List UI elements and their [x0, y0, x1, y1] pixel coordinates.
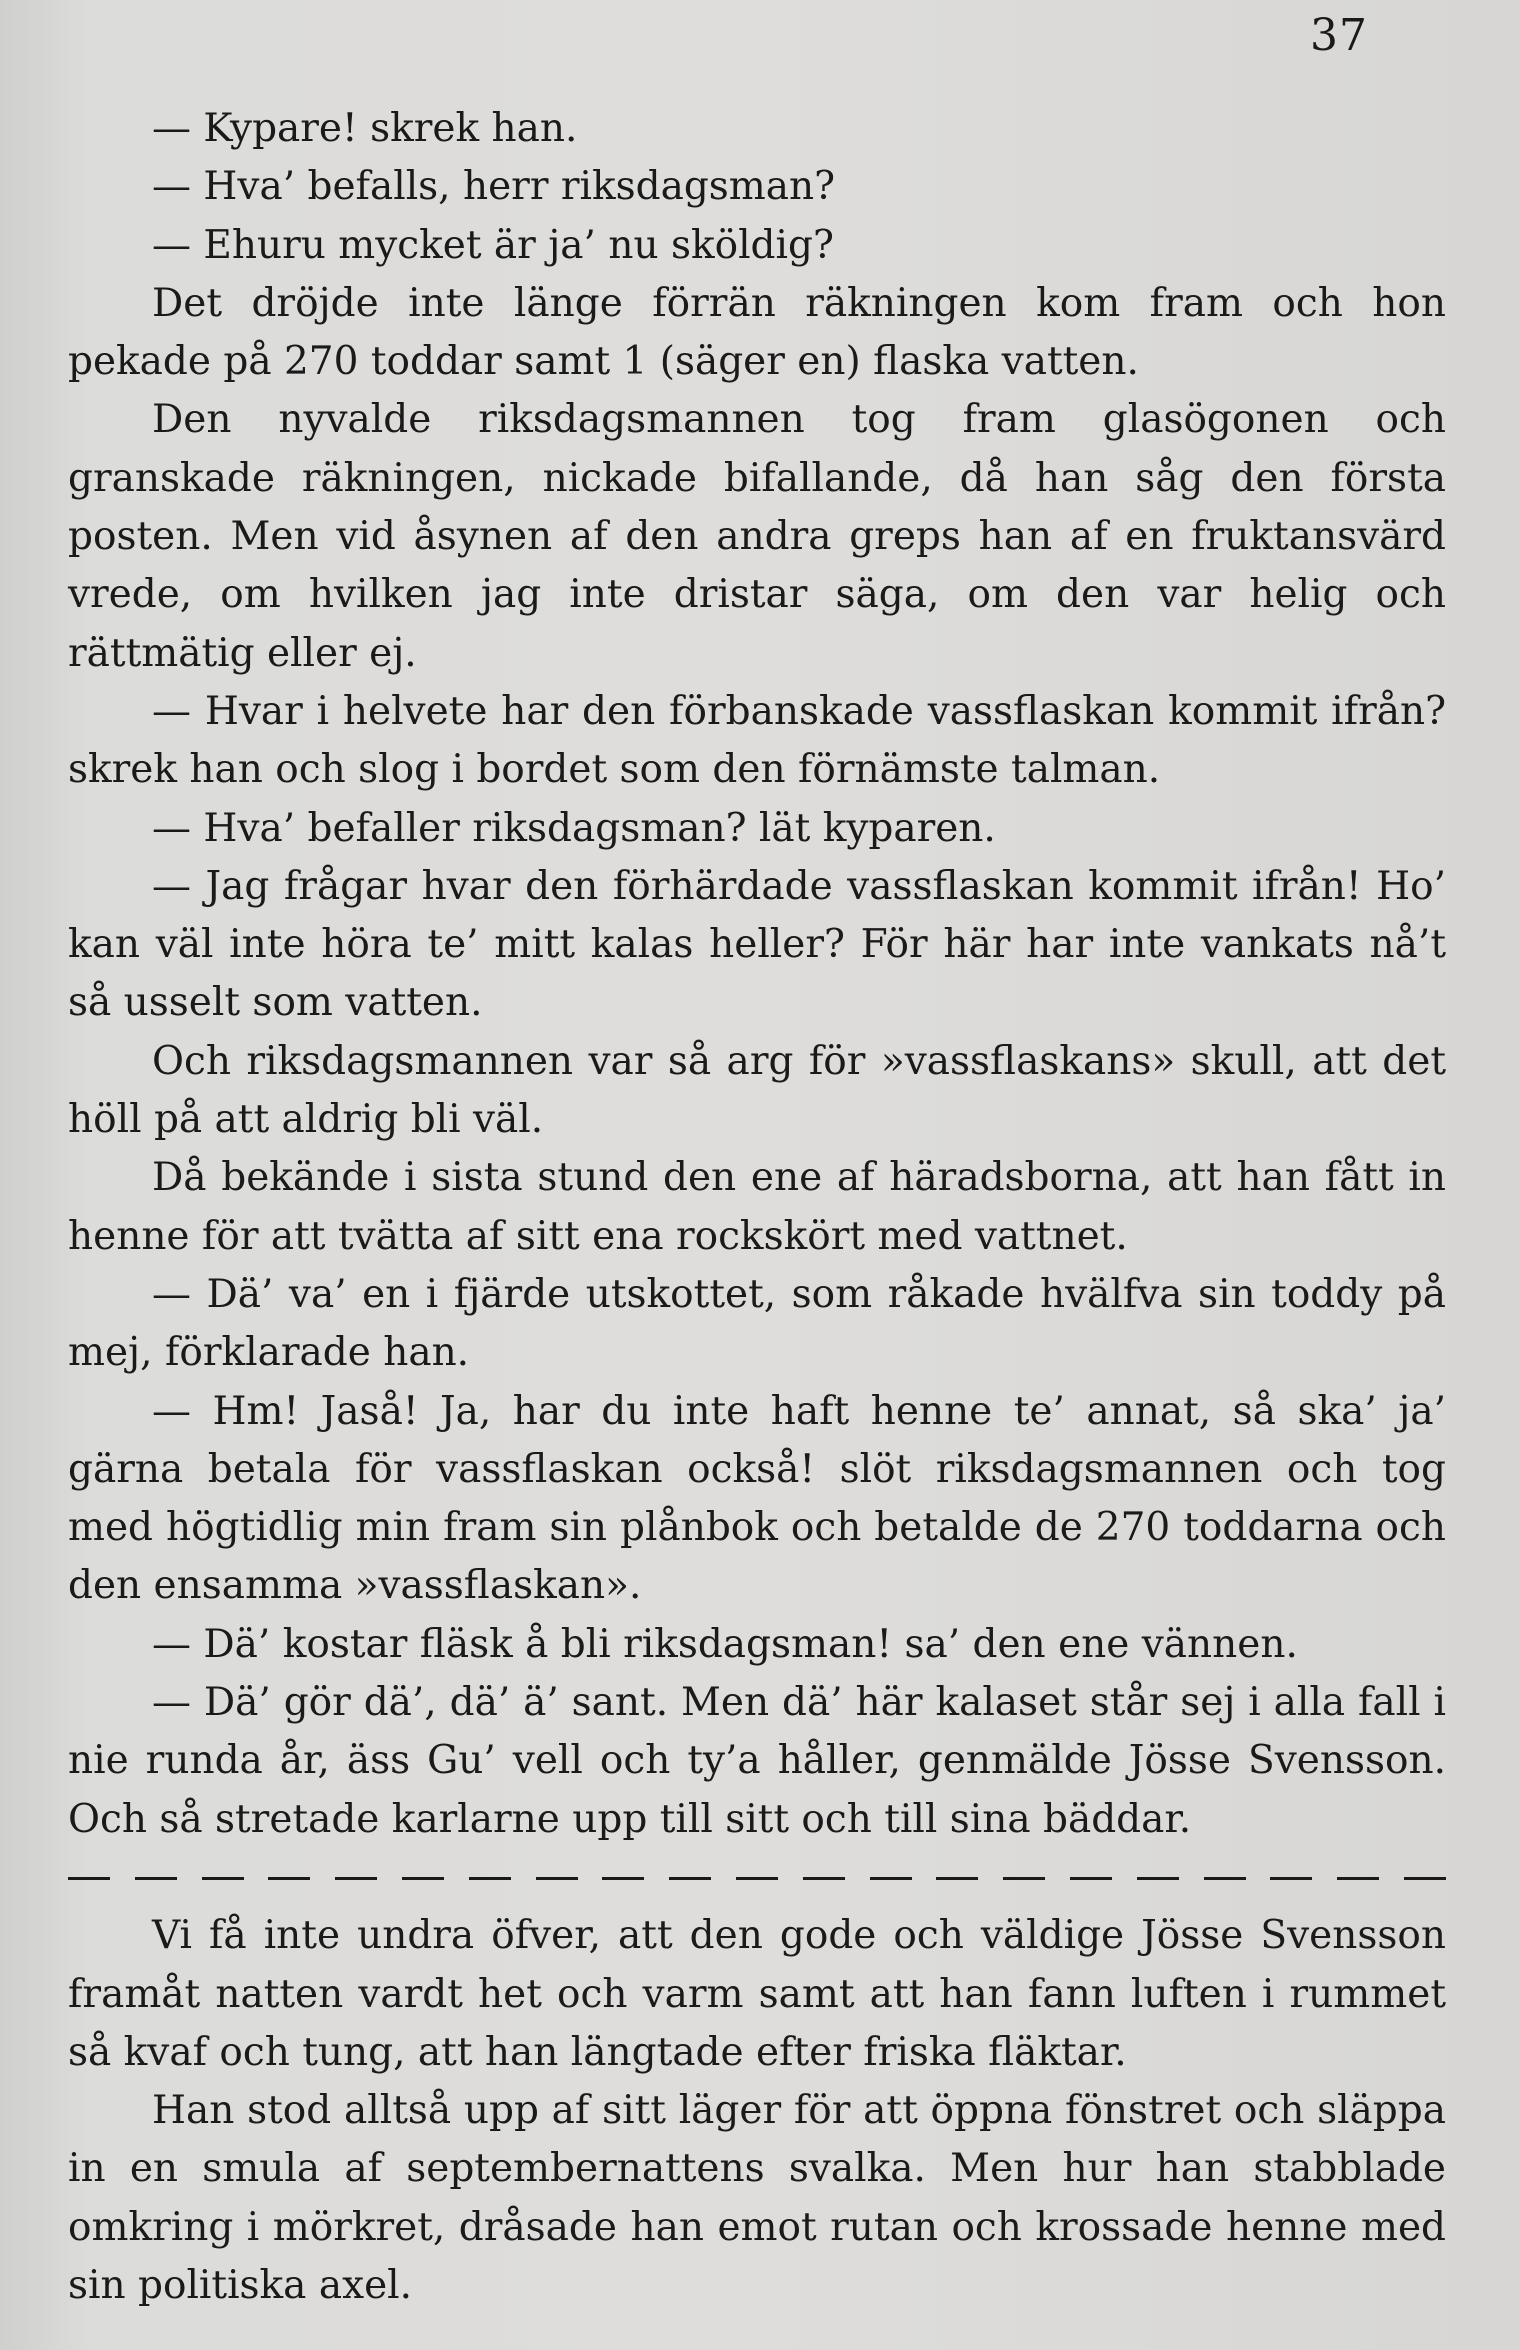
divider-dash	[736, 1877, 778, 1880]
paragraph: — Hva’ befaller riksdagsman? lät kyparen.	[152, 805, 996, 851]
divider-dash	[335, 1877, 377, 1880]
paragraph: — Dä’ va’ en i fjärde utskottet, som råkade hvälfva sin toddy på mej, förklarade han.	[68, 1271, 1446, 1376]
paragraph: — Kypare! skrek han.	[152, 106, 578, 151]
paragraph: Han stod alltså upp af sitt läger för att öppna fönstret och släppa in en smula af septembernattens svalka. Men hur han stabblade omkring i mörkret, dråsade han emot rutan och krossade henne med sin politiska axel.	[68, 2088, 1446, 2308]
paragraph: Det dröjde inte länge förrän räkningen kom fram och hon pekade på 270 toddar samt 1 (säger en) flaska vatten.	[68, 280, 1446, 385]
divider-dash	[870, 1877, 912, 1880]
divider-dash	[135, 1877, 177, 1880]
paragraph: — Jag frågar hvar den förhärdade vassflaskan kommit ifrån! Ho’ kan väl inte höra te’ mitt kalas heller? För här har inte vankats nå’t så usselt som vatten.	[68, 863, 1446, 1026]
paragraph: — Hvar i helvete har den förbanskade vassflaskan kommit ifrån? skrek han och slog i bordet som den förnämste talman.	[68, 688, 1446, 793]
divider-dash	[1270, 1877, 1312, 1880]
divider-dash	[68, 1877, 110, 1880]
divider-dash	[1070, 1877, 1112, 1880]
body-text	[68, 100, 1446, 2315]
divider-dash	[268, 1877, 310, 1880]
paragraph: Vi få inte undra öfver, att den gode och väldige Jösse Svensson framåt natten vardt het och varm samt att han fann luften i rummet så kvaf och tung, att han längtade efter friska fläktar.	[68, 1913, 1446, 2075]
paragraph: — Ehuru mycket är ja’ nu sköldig?	[152, 222, 834, 268]
divider-dash	[1204, 1877, 1246, 1880]
page-number: 37	[1310, 10, 1368, 61]
section-divider	[68, 1849, 1446, 1907]
divider-dash	[803, 1877, 845, 1880]
divider-dash	[1137, 1877, 1179, 1880]
divider-dash	[1337, 1877, 1379, 1880]
paragraph: — Hm! Jaså! Ja, har du inte haft henne te’ annat, så ska’ ja’ gärna betala för vassflaskan också! slöt riksdagsmannen och tog med högtidlig min fram sin plånbok och betalde de 270 toddarna och den ensamma »vassflaskan».	[68, 1388, 1446, 1609]
divider-dash	[1003, 1877, 1045, 1880]
divider-dash	[602, 1877, 644, 1880]
paragraph: Och riksdagsmannen var så arg för »vassflaskans» skull, att det höll på att aldrig bli väl.	[68, 1038, 1446, 1143]
divider-dash	[536, 1877, 578, 1880]
paragraph: — Dä’ gör dä’, dä’ ä’ sant. Men dä’ här kalaset står sej i alla fall i nie runda år, äss Gu’ vell och ty’a håller, genmälde Jösse Svensson. Och så stretade karlarne upp till sitt och till sina bäddar.	[68, 1680, 1446, 1842]
paragraph: Den nyvalde riksdagsmannen tog fram glasögonen och granskade räkningen, nickade bifallande, då han såg den första posten. Men vid åsynen af den andra greps han af en fruktansvärd vrede, om hvilken jag inte dristar säga, om den var helig och rättmätig eller ej.	[68, 397, 1446, 676]
divider-dash	[669, 1877, 711, 1880]
divider-dash	[469, 1877, 511, 1880]
paragraph: Då bekände i sista stund den ene af häradsborna, att han fått in henne för att tvätta af sitt ena rockskört med vattnet.	[68, 1155, 1446, 1259]
paragraph: — Dä’ kostar fläsk å bli riksdagsman! sa’ den ene vännen.	[152, 1621, 1298, 1667]
divider-dash	[402, 1877, 444, 1880]
divider-dash	[936, 1877, 978, 1880]
divider-dash	[1404, 1877, 1446, 1880]
paragraph: — Hva’ befalls, herr riksdagsman?	[152, 164, 836, 210]
divider-dash	[202, 1877, 244, 1880]
